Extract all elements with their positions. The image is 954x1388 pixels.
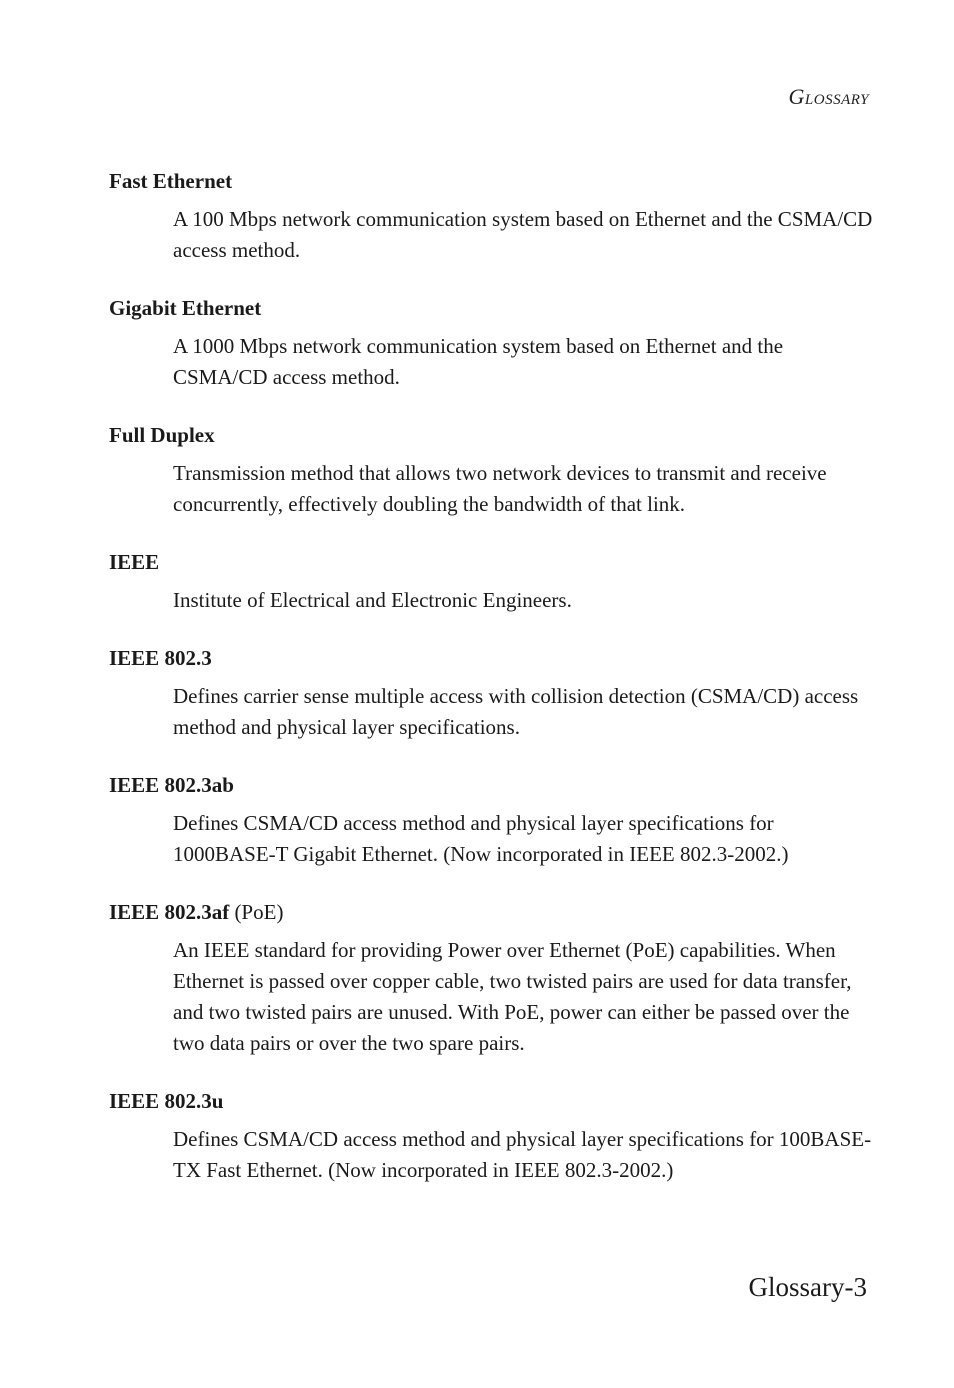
glossary-term <box>109 1086 869 1116</box>
glossary-term <box>109 770 869 800</box>
term-text: IEEE 802.3 <box>109 646 212 670</box>
glossary-term <box>109 547 869 577</box>
glossary-list <box>109 166 873 1213</box>
term-text: IEEE 802.3ab <box>109 773 234 797</box>
glossary-entry-ieee-802-3ab <box>109 770 869 870</box>
term-text: Full Duplex <box>109 423 215 447</box>
glossary-term <box>109 420 869 450</box>
glossary-definition: Institute of Electrical and Electronic Engineers. <box>173 588 572 612</box>
glossary-entry-fast-ethernet <box>109 166 873 266</box>
glossary-definition: A 1000 Mbps network communication system based on Ethernet and the CSMA/CD access method. <box>173 334 784 389</box>
page-number: Glossary-3 <box>748 1272 867 1302</box>
glossary-definition: Defines carrier sense multiple access with collision detection (CSMA/CD) access method and physical layer specifications. <box>173 684 859 739</box>
term-text: Gigabit Ethernet <box>109 296 262 320</box>
term-suffix: (PoE) <box>229 900 284 924</box>
running-header: Glossary <box>788 84 869 109</box>
glossary-definition: Defines CSMA/CD access method and physical layer specifications for 100BASE-TX Fast Ethernet. (Now incorporated in IEEE 802.3-2002.) <box>173 1127 872 1182</box>
glossary-term <box>109 293 869 323</box>
glossary-definition: An IEEE standard for providing Power over Ethernet (PoE) capabilities. When Ethernet is passed over copper cable, two twisted pairs are used for data transfer, and two twisted pairs are unused. With PoE, power can either be passed over the two data pairs or over the two spare pairs. <box>173 938 852 1055</box>
term-text: IEEE 802.3u <box>109 1089 224 1113</box>
glossary-entry-gigabit-ethernet <box>109 293 869 393</box>
glossary-definition: Defines CSMA/CD access method and physical layer specifications for 1000BASE-T Gigabit Ethernet. (Now incorporated in IEEE 802.3-2002.) <box>173 811 789 866</box>
glossary-entry-ieee-802-3u <box>109 1086 872 1186</box>
glossary-term <box>109 897 869 927</box>
glossary-definition: Transmission method that allows two network devices to transmit and receive concurrently, effectively doubling the bandwidth of that link. <box>173 461 827 516</box>
glossary-definition: A 100 Mbps network communication system based on Ethernet and the CSMA/CD access method. <box>173 207 873 262</box>
term-text: IEEE <box>109 550 160 574</box>
glossary-term <box>109 166 869 196</box>
glossary-entry-ieee-802-3af <box>109 897 869 1059</box>
glossary-term <box>109 643 869 673</box>
term-text: Fast Ethernet <box>109 169 233 193</box>
term-text: IEEE 802.3af <box>109 900 230 924</box>
glossary-entry-ieee <box>109 547 869 616</box>
glossary-entry-full-duplex <box>109 420 869 520</box>
glossary-entry-ieee-802-3 <box>109 643 869 743</box>
